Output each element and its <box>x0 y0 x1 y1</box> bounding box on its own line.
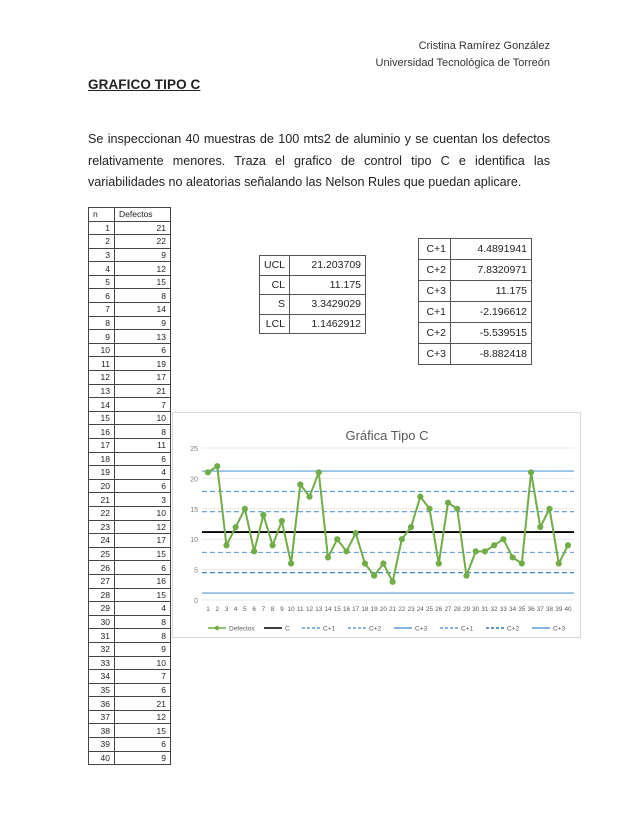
x-tick-label: 26 <box>435 606 443 613</box>
table-row <box>89 343 171 357</box>
chart-title: Gráfica Tipo C <box>345 428 429 443</box>
sample-number: 21 <box>89 493 115 507</box>
table-row <box>89 425 171 439</box>
y-tick-label: 25 <box>190 446 198 453</box>
sample-number: 36 <box>89 697 115 711</box>
sample-number: 33 <box>89 656 115 670</box>
x-tick-label: 11 <box>297 606 304 613</box>
table-row <box>419 323 532 344</box>
legend-label: C <box>285 625 290 633</box>
sample-number: 28 <box>89 588 115 602</box>
x-tick-label: 27 <box>444 606 452 613</box>
y-tick-label: 15 <box>190 506 198 514</box>
x-tick-label: 37 <box>536 606 544 613</box>
table-row <box>419 239 532 260</box>
data-point <box>427 506 432 511</box>
zone-value: 11.175 <box>451 281 532 302</box>
sample-number: 14 <box>89 398 115 412</box>
data-point <box>528 470 533 475</box>
data-point <box>242 506 247 511</box>
sample-number: 18 <box>89 452 115 466</box>
zone-label: C+3 <box>419 344 451 365</box>
data-point <box>224 543 229 548</box>
sample-number: 8 <box>89 316 115 330</box>
zone-value: -5.539515 <box>451 323 532 344</box>
x-tick-label: 4 <box>233 606 238 613</box>
table-row <box>89 738 171 752</box>
table-row <box>89 221 171 235</box>
x-tick-label: 22 <box>398 606 406 613</box>
control-chart <box>172 412 581 638</box>
zone-label: C+2 <box>419 323 451 344</box>
defects-count: 4 <box>115 602 171 616</box>
x-tick-label: 6 <box>252 606 256 613</box>
defects-count: 10 <box>115 506 171 520</box>
table-row <box>89 439 171 453</box>
data-point <box>399 537 404 542</box>
data-point <box>307 494 312 499</box>
x-tick-label: 36 <box>527 606 535 613</box>
legend-label: C+3 <box>415 625 428 633</box>
zone-value: -8.882418 <box>451 344 532 365</box>
sample-number: 6 <box>89 289 115 303</box>
defects-count: 10 <box>115 656 171 670</box>
defects-count: 17 <box>115 371 171 385</box>
x-tick-label: 8 <box>270 606 275 613</box>
y-tick-label: 5 <box>194 567 198 575</box>
table-row <box>89 520 171 534</box>
x-tick-label: 24 <box>416 606 424 613</box>
x-tick-label: 3 <box>224 606 229 613</box>
zone-label: C+2 <box>419 260 451 281</box>
data-point <box>316 470 321 475</box>
legend-label: Defectos <box>229 625 255 633</box>
x-tick-label: 13 <box>315 606 323 613</box>
table-row <box>89 493 171 507</box>
defects-count: 17 <box>115 534 171 548</box>
defects-count: 16 <box>115 574 171 588</box>
limit-value: 3.3429029 <box>290 295 366 315</box>
table-row <box>260 256 366 276</box>
table-row <box>89 466 171 480</box>
x-tick-label: 16 <box>342 606 350 613</box>
table-row <box>89 275 171 289</box>
defects-count: 8 <box>115 629 171 643</box>
sample-number: 9 <box>89 330 115 344</box>
table-row <box>89 384 171 398</box>
x-tick-label: 1 <box>206 606 210 613</box>
defects-count: 21 <box>115 384 171 398</box>
data-point <box>482 549 487 554</box>
limit-label: UCL <box>260 256 290 276</box>
defects-count: 3 <box>115 493 171 507</box>
table-row <box>260 275 366 295</box>
sample-number: 7 <box>89 303 115 317</box>
data-point <box>261 512 266 517</box>
x-tick-label: 7 <box>261 606 266 613</box>
limit-label: CL <box>260 275 290 295</box>
data-point <box>445 500 450 505</box>
x-tick-label: 33 <box>499 606 507 613</box>
data-point <box>233 524 238 529</box>
defects-count: 15 <box>115 275 171 289</box>
data-point <box>510 555 515 560</box>
x-tick-label: 32 <box>490 606 498 613</box>
data-point <box>418 494 423 499</box>
defects-count: 21 <box>115 221 171 235</box>
legend-label: C+2 <box>507 625 520 633</box>
data-point <box>325 555 330 560</box>
table-row <box>89 398 171 412</box>
data-point <box>473 549 478 554</box>
defects-count: 13 <box>115 330 171 344</box>
table-row <box>89 683 171 697</box>
table-row <box>89 303 171 317</box>
sample-number: 29 <box>89 602 115 616</box>
table-row <box>419 344 532 365</box>
defects-count: 7 <box>115 670 171 684</box>
defects-count: 11 <box>115 439 171 453</box>
table-row <box>89 479 171 493</box>
data-point <box>565 543 570 548</box>
y-tick-label: 0 <box>194 598 198 605</box>
defects-count: 12 <box>115 520 171 534</box>
data-point <box>547 506 552 511</box>
sample-number: 40 <box>89 751 115 765</box>
sample-number: 11 <box>89 357 115 371</box>
table-row <box>89 751 171 765</box>
sigma-zones-table <box>418 238 532 365</box>
defects-count: 8 <box>115 289 171 303</box>
x-tick-label: 5 <box>243 606 247 613</box>
x-tick-label: 28 <box>453 606 461 613</box>
table-row <box>89 262 171 276</box>
sample-number: 1 <box>89 221 115 235</box>
sample-number: 31 <box>89 629 115 643</box>
data-point <box>279 518 284 523</box>
table-row <box>89 357 171 371</box>
defects-count: 22 <box>115 235 171 249</box>
sample-number: 13 <box>89 384 115 398</box>
table-row <box>89 316 171 330</box>
x-tick-label: 10 <box>287 606 295 613</box>
table-row <box>419 281 532 302</box>
sample-number: 3 <box>89 248 115 262</box>
legend-marker <box>215 626 219 630</box>
data-point <box>252 549 257 554</box>
defects-count: 15 <box>115 724 171 738</box>
data-point <box>298 482 303 487</box>
x-tick-label: 39 <box>555 606 563 613</box>
zone-value: -2.196612 <box>451 302 532 323</box>
table-row <box>89 289 171 303</box>
defects-count: 12 <box>115 262 171 276</box>
table-row <box>260 295 366 315</box>
sample-number: 10 <box>89 343 115 357</box>
data-point <box>501 537 506 542</box>
defects-count: 15 <box>115 588 171 602</box>
column-header-defects: Defectos <box>115 208 171 222</box>
table-row <box>89 235 171 249</box>
sample-number: 32 <box>89 642 115 656</box>
sample-number: 38 <box>89 724 115 738</box>
table-row <box>89 534 171 548</box>
x-tick-label: 2 <box>215 606 219 613</box>
x-tick-label: 23 <box>407 606 415 613</box>
table-row <box>89 710 171 724</box>
sample-number: 22 <box>89 506 115 520</box>
defects-count: 8 <box>115 425 171 439</box>
defects-count: 8 <box>115 615 171 629</box>
limit-value: 11.175 <box>290 275 366 295</box>
limit-label: S <box>260 295 290 315</box>
sample-number: 37 <box>89 710 115 724</box>
data-point <box>492 543 497 548</box>
table-row <box>89 629 171 643</box>
zone-value: 7.8320971 <box>451 260 532 281</box>
table-row <box>89 642 171 656</box>
table-row <box>89 371 171 385</box>
y-tick-label: 20 <box>190 476 198 484</box>
legend-label: C+1 <box>461 625 474 633</box>
sample-number: 27 <box>89 574 115 588</box>
x-tick-label: 29 <box>462 606 470 613</box>
legend-label: C+1 <box>323 625 336 633</box>
limit-value: 1.1462912 <box>290 314 366 334</box>
defects-count: 6 <box>115 452 171 466</box>
data-point <box>390 579 395 584</box>
zone-label: C+1 <box>419 239 451 260</box>
column-header-n: n <box>89 208 115 222</box>
data-point <box>436 561 441 566</box>
x-tick-label: 35 <box>518 606 526 613</box>
sample-number: 34 <box>89 670 115 684</box>
sample-number: 17 <box>89 439 115 453</box>
limit-value: 21.203709 <box>290 256 366 276</box>
table-row <box>89 248 171 262</box>
data-point <box>353 531 358 536</box>
table-row <box>89 561 171 575</box>
defects-count: 21 <box>115 697 171 711</box>
sample-number: 2 <box>89 235 115 249</box>
table-row <box>89 547 171 561</box>
x-tick-label: 12 <box>306 606 314 613</box>
document-header <box>376 38 550 72</box>
x-tick-label: 31 <box>481 606 489 613</box>
x-tick-label: 17 <box>352 606 360 613</box>
legend-label: C+2 <box>369 625 382 633</box>
problem-statement: Se inspeccionan 40 muestras de 100 mts2 de aluminio y se cuentan los defectos relativamente menores. Traza el grafico de control tipo C e identifica las variabilidades no aleatorias señalando las Nelson Rules que puedan aplicare. <box>88 132 550 189</box>
data-point <box>408 524 413 529</box>
defects-count: 9 <box>115 642 171 656</box>
defects-count: 6 <box>115 479 171 493</box>
x-tick-label: 34 <box>509 606 517 613</box>
sample-number: 12 <box>89 371 115 385</box>
x-tick-label: 20 <box>379 606 387 613</box>
defects-count: 6 <box>115 738 171 752</box>
control-chart-svg <box>172 412 581 638</box>
x-tick-label: 21 <box>389 606 397 613</box>
legend-label: C+3 <box>553 625 566 633</box>
data-point <box>335 537 340 542</box>
defects-count: 12 <box>115 710 171 724</box>
limit-label: LCL <box>260 314 290 334</box>
table-row <box>89 670 171 684</box>
table-row <box>419 260 532 281</box>
data-point <box>270 543 275 548</box>
data-point <box>215 464 220 469</box>
table-row <box>89 724 171 738</box>
defects-count: 14 <box>115 303 171 317</box>
defects-count: 7 <box>115 398 171 412</box>
defects-table <box>88 207 171 765</box>
data-point <box>381 561 386 566</box>
x-tick-label: 14 <box>324 606 332 613</box>
defects-count: 6 <box>115 683 171 697</box>
x-tick-label: 38 <box>546 606 554 613</box>
data-point <box>455 506 460 511</box>
document-title: GRAFICO TIPO C <box>88 77 201 92</box>
x-tick-label: 19 <box>370 606 378 613</box>
sample-number: 19 <box>89 466 115 480</box>
sample-number: 24 <box>89 534 115 548</box>
sample-number: 4 <box>89 262 115 276</box>
table-row <box>89 602 171 616</box>
data-point <box>344 549 349 554</box>
zone-value: 4.4891941 <box>451 239 532 260</box>
table-row <box>89 330 171 344</box>
zone-label: C+1 <box>419 302 451 323</box>
defects-count: 6 <box>115 561 171 575</box>
sample-number: 23 <box>89 520 115 534</box>
data-point <box>288 561 293 566</box>
sample-number: 30 <box>89 615 115 629</box>
data-point <box>519 561 524 566</box>
author-name: Cristina Ramírez González <box>418 40 550 52</box>
table-row <box>89 588 171 602</box>
sample-number: 26 <box>89 561 115 575</box>
table-row <box>89 656 171 670</box>
table-row <box>419 302 532 323</box>
table-row <box>89 506 171 520</box>
data-point <box>362 561 367 566</box>
x-tick-label: 9 <box>280 606 284 613</box>
data-point <box>556 561 561 566</box>
table-row <box>89 411 171 425</box>
sample-number: 35 <box>89 683 115 697</box>
university-name: Universidad Tecnológica de Torreón <box>375 57 550 69</box>
x-tick-label: 40 <box>564 606 572 613</box>
sample-number: 25 <box>89 547 115 561</box>
x-tick-label: 25 <box>426 606 434 613</box>
y-tick-label: 10 <box>190 537 198 545</box>
data-point <box>205 470 210 475</box>
zone-label: C+3 <box>419 281 451 302</box>
data-point <box>538 524 543 529</box>
table-row <box>260 314 366 334</box>
table-row <box>89 697 171 711</box>
x-tick-label: 15 <box>333 606 341 613</box>
defects-count: 10 <box>115 411 171 425</box>
x-tick-label: 30 <box>472 606 480 613</box>
defects-count: 9 <box>115 316 171 330</box>
control-limits-table <box>259 255 366 334</box>
sample-number: 15 <box>89 411 115 425</box>
sample-number: 20 <box>89 479 115 493</box>
sample-number: 5 <box>89 275 115 289</box>
defects-count: 4 <box>115 466 171 480</box>
defects-count: 9 <box>115 751 171 765</box>
defects-count: 9 <box>115 248 171 262</box>
table-row <box>89 574 171 588</box>
sample-number: 16 <box>89 425 115 439</box>
defects-count: 6 <box>115 343 171 357</box>
table-row <box>89 615 171 629</box>
table-row <box>89 452 171 466</box>
x-tick-label: 18 <box>361 606 369 613</box>
data-point <box>372 573 377 578</box>
defects-count: 19 <box>115 357 171 371</box>
data-point <box>464 573 469 578</box>
sample-number: 39 <box>89 738 115 752</box>
defects-count: 15 <box>115 547 171 561</box>
